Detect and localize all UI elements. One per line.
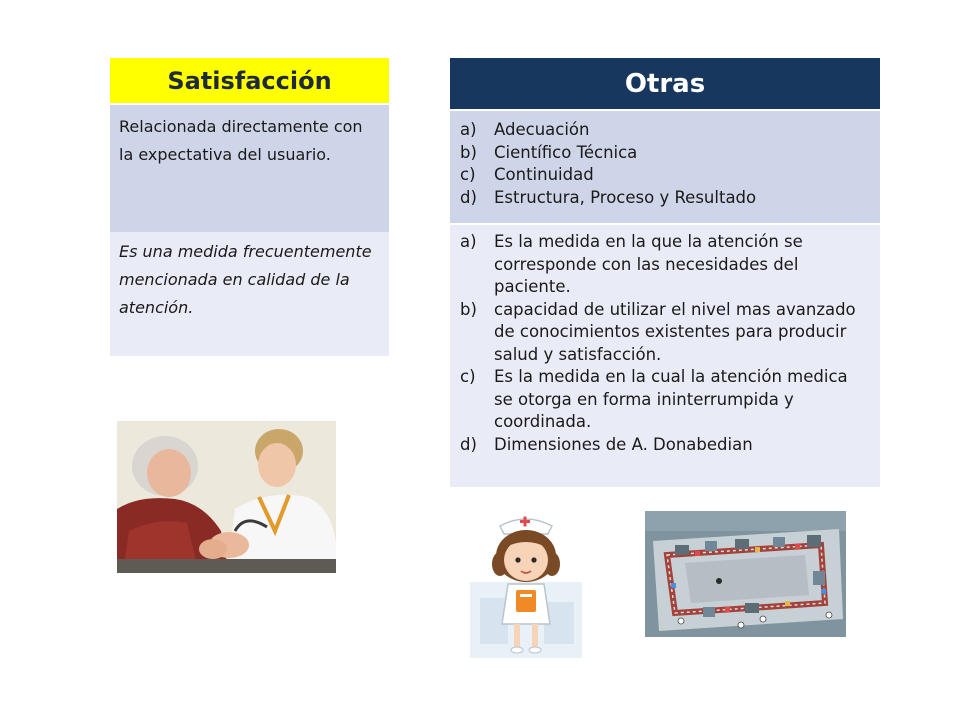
nurse-illustration — [470, 512, 582, 658]
satisfaccion-card — [110, 58, 389, 356]
list-marker: c) — [460, 367, 476, 386]
list-text: Estructura, Proceso y Resultado — [494, 187, 757, 207]
list-text: Es la medida en la que la atención se corresponde con las necesidades del paciente. — [494, 232, 803, 296]
list-text: capacidad de utilizar el nivel mas avanzado de conocimientos existentes para producir salud y satisfacción. — [494, 299, 856, 364]
list-item — [460, 187, 870, 210]
list-marker: a) — [460, 120, 477, 139]
production-diagram-art — [645, 511, 846, 637]
list-marker: b) — [460, 142, 477, 162]
otras-items-list — [460, 119, 870, 209]
satisfaccion-note: Es una medida frecuentemente mencionada en calidad de la atención. — [110, 232, 389, 356]
list-marker: d) — [460, 187, 477, 207]
list-item — [460, 142, 870, 165]
list-text: Es la medida en la cual la atención medica se otorga en forma ininterrumpida y coordinada. — [494, 367, 848, 431]
list-item — [460, 366, 870, 434]
list-item — [460, 231, 870, 299]
list-text: Dimensiones de A. Donabedian — [494, 434, 753, 454]
caregiver-photo — [117, 421, 336, 573]
satisfaccion-title: Satisfacción — [110, 58, 389, 105]
otras-items-cell — [450, 111, 880, 223]
list-item — [460, 434, 870, 457]
nurse-illustration-art — [470, 512, 582, 658]
otras-definitions-cell — [450, 223, 880, 487]
satisfaccion-description: Relacionada directamente con la expectativa del usuario. — [110, 105, 389, 232]
otras-card — [450, 58, 880, 487]
list-item — [460, 164, 870, 187]
list-item — [460, 119, 870, 142]
list-item — [460, 299, 870, 367]
list-marker: b) — [460, 299, 477, 319]
list-text: Continuidad — [494, 165, 594, 184]
list-text: Adecuación — [494, 120, 590, 139]
list-marker: a) — [460, 232, 477, 251]
caregiver-photo-art — [117, 421, 336, 573]
production-diagram — [645, 511, 846, 637]
otras-title: Otras — [450, 58, 880, 111]
list-marker: d) — [460, 434, 477, 454]
list-marker: c) — [460, 165, 476, 184]
list-text: Científico Técnica — [494, 142, 638, 162]
otras-definitions-list — [460, 231, 870, 456]
